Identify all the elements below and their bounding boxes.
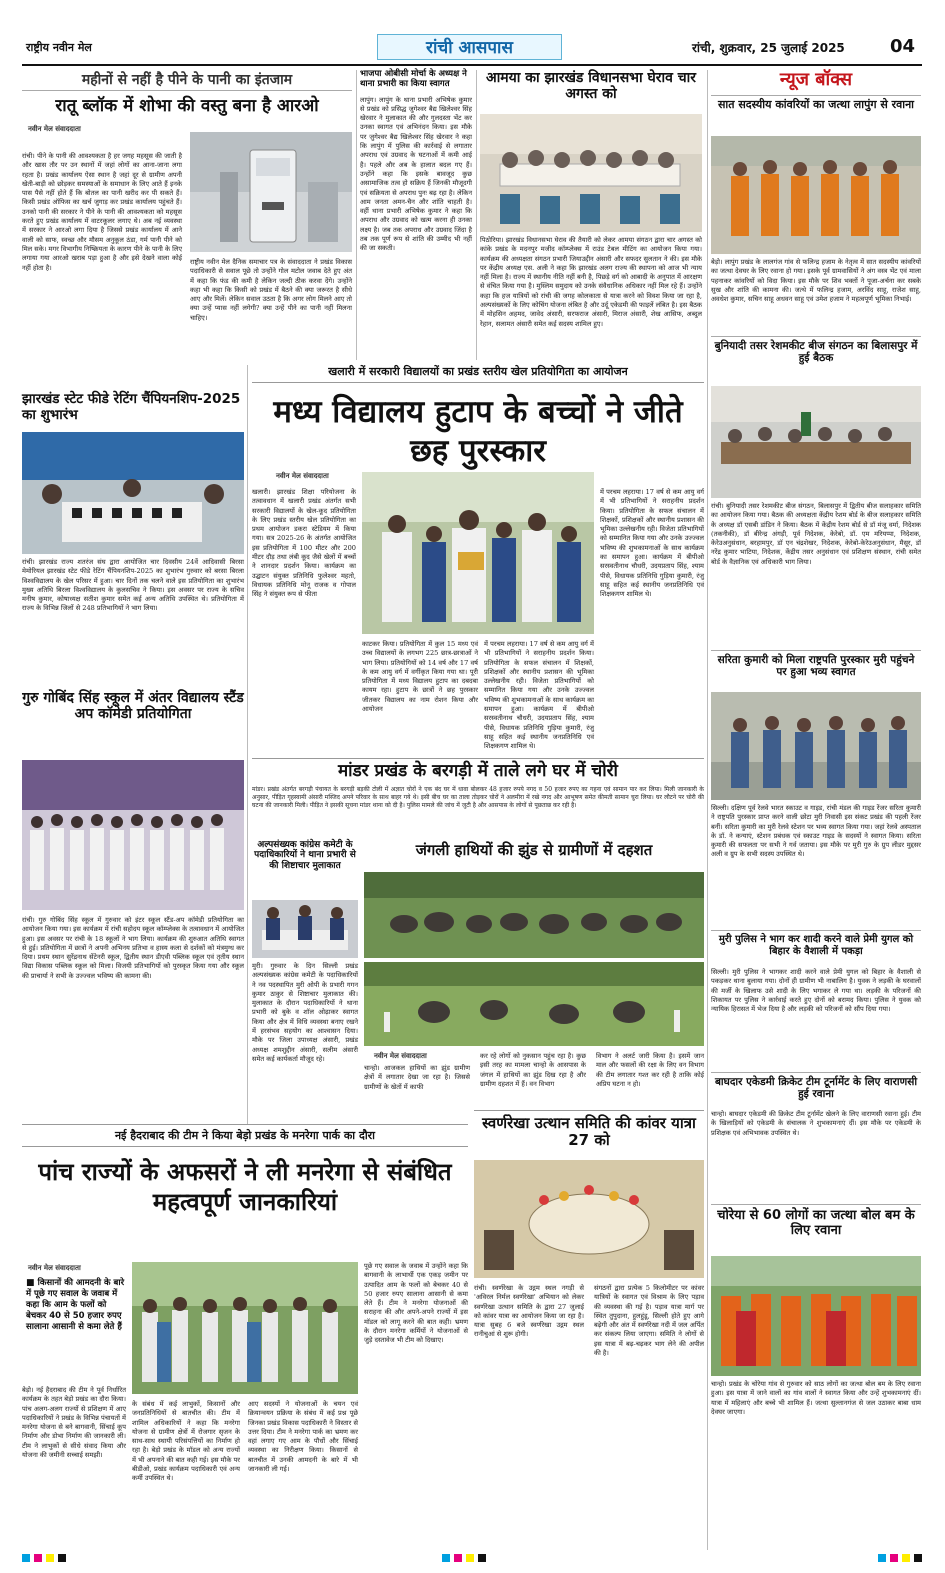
story-headline: अल्पसंख्यक कांग्रेस कमेटी के पदाधिकारियों ने थाना प्रभारी से की शिष्टाचार मुलाकात [254,840,356,871]
byline: नवीन मेल संवाददाता [28,124,81,133]
newsbox [711,70,921,1550]
story-headline: जंगली हाथियों की झुंड से ग्रामीणों में दहशत [415,841,653,859]
news-headline: मुरी पुलिस ने भाग कर शादी करने वाले प्रेमी युगल को बिहार के वैशाली में पकड़ा [711,930,921,957]
story-body: रांची। गुरु गोबिंद सिंह स्कूल में गुरुवार को इंटर स्कूल स्टैंड-अप कॉमेडी प्रतियोगिता का आयोजन किया गया। इस कार्यक्रम में रांची सहोदय स्कूल कॉम्प्लेक्स के तत्वावधान में आयोजित हुआ। इस अवसर पर रांची के 18 स्कूलों ने भाग लिया। कार्यक्रम की शुरुआत अतिथि स्वागत से हुई। प्रतियोगिता में छात्रों ने अपनी अभिनय प्रतिभा व हास्य कला से दर्शकों को मंत्रमुग्ध कर दिया। प्रथम स्थान सुरेंद्रनाथ सेंटेनरी स्कूल, द्वितीय स्थान डीएवी पब्लिक स्कूल एवं तृतीय स्थान विद्या विकास पब्लिक स्कूल को मिला। विजयी प्रतिभागियों को पुरस्कृत किया गया और स्कूल की प्राचार्या ने सभी के उज्ज्वल भविष्य की कामना की। [22,916,244,980]
story-headline: पांच राज्यों के अफसरों ने ली मनरेगा से संबंधित महत्वपूर्ण जानकारियां [38,1158,452,1216]
story-elephants [364,842,704,1132]
lead-story [252,364,704,754]
byline: नवीन मेल संवाददाता [276,472,329,480]
story-theft [252,758,704,836]
news-headline: सात सदस्यीय कांवरियों का जत्था लापुंग से रवाना [711,95,921,112]
highlight-box: ■ किसानों की आमदनी के बारे में पूछे गए सवाल के जवाब में कहा कि आम के फलों को बेचकर 40 से 50 हजार रुपए सालाना आसानी से कमा लेते हैं [26,1278,126,1333]
story-body: आए सदस्यों ने योजनाओं के चयन एवं क्रियान्वयन प्रक्रिया के संबंध में कई प्रश्न पूछे जिनका प्रखंड विकास पदाधिकारी ने विस्तार से उत्तर दिया। टीम ने मनरेगा पार्क का भ्रमण कर वहां लगाए गए आम के पौधों और सिंचाई व्यवस्था का निरीक्षण किया। किसानों से बातचीत में उनकी आमदनी के बारे में भी जानकारी ली गई। [248,1400,358,1474]
news-body: सिल्ली। मुरी पुलिस ने भागकर शादी करने वाले प्रेमी युगल को बिहार के वैशाली से पकड़कर थाना बुलाया गया। दोनों ही ग्रामीण भी नाबालिग है। युवक ने लड़की के घरवालों की मर्जी के खिलाफ उसे शादी के लिए भगाकर ले गया था। लड़की के परिजनों की शिकायत पर पुलिस ने कार्रवाई करते हुए दोनों को बरामद किया। पुलिस ने युवक को न्यायिक हिरासत में भेज दिया है और लड़की को परिजनों को सौंप दिया गया। [711,968,921,1014]
photo-kanwar-yatra [474,1160,704,1278]
page-number: 04 [890,36,916,57]
story-kicker: महीनों से नहीं है पीने के पानी का इंतजाम [22,72,352,91]
story-swarnrekha [474,1110,704,1550]
story-mgnrega [22,1124,468,1550]
section-title: रांची आसपास [426,38,513,58]
news-body: चान्हो। प्रखंड के चोरेया गांव से गुरुवार को साठ लोगों का जत्था बोल बम के लिए रवाना हुआ। इस यात्रा में जाने वालों का गांव वालों ने स्वागत किया और उन्हें शुभकामनाएं दीं। यात्रा में महिलाएं और बच्चे भी शामिल हैं। जत्था सुल्तानगंज से जल उठाकर बाबा धाम देवघर जाएगा। [711,1380,921,1416]
news-headline: बुनियादी तसर रेशमकीट बीज संगठन का बिलासपुर में हुई बैठक [711,336,921,364]
story-headline: स्वर्णरेखा उत्थान समिति की कांवर यात्रा 27 को [474,1110,704,1150]
story-body: विभाग ने अलर्ट जारी किया है। इसमें जान माल और फसलों की रक्षा के लिए वन विभाग की टीम लगातार गश्त कर रही है ताकि कोई अप्रिय घटना न हो। [596,1052,704,1088]
story-body: पिठोरिया। झारखंड विधानसभा घेराव की तैयारी को लेकर आमया संगठन द्वारा चार अगस्त को कांके प्रखंड के मदनपुर मजीद कॉम्प्लेक्स में राउंड टेबल मीटिंग का आयोजन किया गया। कार्यक्रम की अध्यक्षता संगठन प्रभारी जियाउद्दीन अंसारी और सफदर सुलतान ने की। इस मौके पर केंद्रीय अध्यक्ष एस. अली ने कहा कि झारखंड अलग राज्य की स्थापना को आज भी न्याय नहीं मिला है। राज्य में स्थानीय नीति नहीं बनी है, पिछड़े वर्ग को आबादी के अनुपात में आरक्षण से वंचित किया गया है। मुस्लिम समुदाय को उनके संवैधानिक अधिकार नहीं मिल रहे हैं। उन्होंने कहा कि हज यात्रियों को रांची की जगह कोलकाता से यात्रा करने को विवश किया जा रहा है, अल्पसंख्यकों के लिए कोचिंग योजना लंबित है और उर्दू एकेडमी की फाइलें लंबित है। इस बैठक में मोहसिन अहमद, जावेद अंसारी, सरफराज अंसारी, मिराज अंसारी, शेख आसिफ, अब्दुल रेहान, सलामत अंसारी समेत कई सदस्य शामिल हुए। [480,236,702,328]
news-body: रांची। बुनियादी तसर रेशमकीट बीज संगठन, बिलासपुर में द्वितीय बीज सलाहकार समिति का आयोजन किया गया। बैठक की अध्यक्षता केंद्रीय रेशम बोर्ड के बीज सलाहकार समिति के अध्यक्ष डॉ एसबी डांडिन ने किया। बैठक में केंद्रीय रेशम बोर्ड से डॉ मंजू वर्मा, निदेशक (तकनीकी), डॉ बीरेन्द्र अंगड़ी, पूर्व निदेशक, केरेबो, डॉ. एम मरियप्पा, निदेशक, केरेउअनुसंधान, बरहामपुर, डॉ एन चंद्रशेखर, निदेशक, केरेबो-केरेउअनुसंधान, मैसूर, डॉ नरेंद्र कुमार भाटिया, निदेशक, केंद्रीय तसर अनुसंधान एवं प्रशिक्षण संस्थान, रांची समेत बोर्ड के वैज्ञानिक एवं अधिकारी भाग लिया। [711,502,921,566]
lead-headline: मध्य विद्यालय हुटाप के बच्चों ने जीते छह पुरस्कार [273,394,683,469]
photo-school-students [22,760,244,910]
story-body: कर रहे लोगों को नुकसान पहुंच रहा है। कुछ इसी तरह का मामला चान्हो के आसपास के जंगल में हाथियों का झुंड दिख रहा है और ग्रामीण दहशत में हैं। वन विभाग [480,1052,586,1088]
masthead-rule [22,64,922,66]
col-divider [356,70,357,360]
print-color-bar [22,1552,922,1564]
story-bjp-obc [360,70,472,360]
photo-award [711,692,921,800]
news-headline: चोरेया से 60 लोगों का जत्था बोल बम के लिए रवाना [711,1204,921,1239]
news-body: बेड़ो। लापुंग प्रखंड के लालगंज गांव से फलिन्द्र हजाम के नेतृत्व में सात सदस्यीय कांवरियों का जत्था देवघर के लिए रवाना हो गया। इसके पूर्व ग्रामवासियों ने अंग वस्त्र भेंट एवं माला पहनाकर कांवरियों को विदा किया। इस मौके पर शिव भक्तों ने पूजा-अर्चना कर सबके सुख और शांति की कामना की। जत्थे में फलिन्द्र हजाम, अरविंद साहू, राजेश साहू, अवधेश कुमार, सचिन साहू अधवन साहू एवं उमेश हजाम ने महत्वपूर्ण भूमिका निभाई। [711,258,921,304]
lead-body: काटकर किया। प्रतियोगिता में कुल 15 मध्य एवं उच्च विद्यालयों के लगभग 225 छात्र-छात्राओं ने भाग लिया। प्रतियोगियों को 14 वर्ष और 17 वर्ष के कम आयु वर्ग में वर्गीकृत किया गया था। पूरी प्रतियोगिता में मध्य विद्यालय हुटाप का दबदबा कायम रहा। हुटाप के छात्रों ने छह पुरस्कार जीतकर विद्यालय का नाम रोशन किया और आयोजन [362,640,478,714]
col-divider [476,70,477,360]
story-body: लापुंग। लापुंग के थाना प्रभारी अभिषेक कुमार से प्रखंड को प्रसिद्ध जुगेश्वर बैद्य खिलेश्वर सिंह खेरवार ने मुलाकात की और गुलदस्ता भेंट कर उनका स्वागत एवं अभिनंदन किया। इस मौके पर जुगेश्वर बैद्य खिलेश्वर सिंह खेरवार ने कहा कि लापुंग में पुलिस की कार्रवाई से लगातार अपराध एवं उग्रवाद के घटनाओं में कमी आई है। पहले और अब के हालात बदल गए हैं। उन्होंने कहा कि इसके बावजूद कुछ असामाजिक तत्व हो सक्रिय हैं जिनकी मौजूदगी एवं सक्रियता से अपराध पुनः बढ़ रहा है। लेकिन आम जनता अमन-चैन और शांति चाहती है। वहीं थाना प्रभारी अभिषेक कुमार ने कहा कि अपराध और उग्रवाद को खत्म करना ही उनका लक्ष्य है। जब तक अपराध और उग्रवाद जिंदा है तब तक पूर्ण रूप से शांति की उम्मीद भी नहीं की जा सकती। [360,95,472,253]
story-body: पूछे गए सवाल के जवाब में उन्होंने कहा कि बागवानी के लाभार्थी एक एकड़ जमीन पर उत्पादित आम के फलों को बेचकर 40 से 50 हजार रुपए सालाना आसानी से कमा लेते हैं। टीम ने मनरेगा योजनाओं की सराहना की और अपने-अपने राज्यों में इस मॉडल को लागू करने की बात कही। भ्रमण के दौरान मनरेगा कर्मियों ने योजनाओं से जुड़े दस्तावेज भी टीम को दिखाए। [364,1262,468,1345]
col-divider [707,70,708,1550]
story-headline: भाजपा ओबीसी मोर्चा के अध्यक्ष ने थाना प्रभारी का किया स्वागत [360,69,467,89]
story-body: रांची। स्वर्णरेखा के उद्गम स्थल नगड़ी से 'अविरल निर्मल स्वर्णरेखा' अभियान को लेकर स्वर्णरेखा उत्थान समिति के द्वारा 27 जुलाई को कांवर यात्रा का आयोजन किया जा रहा है। यात्रा सुबह 6 बजे स्वर्णरेखा उद्गम स्थल रानीचुआं से शुरू होगी। [474,1284,584,1339]
story-headline: गुरु गोबिंद सिंह स्कूल में अंतर विद्यालय स्टैंड अप कॉमेडी प्रतियोगिता [22,690,244,723]
photo-elephant-herd [364,872,704,958]
photo-bol-bam [711,1256,921,1376]
story-chess [22,392,244,682]
photo-officials-park [132,1262,358,1394]
story-body: संगठनों द्वारा प्रत्येक 5 किलोमीटर पर कांवर यात्रियों के स्वागत एवं विश्राम के लिए पड़ाव की व्यवस्था की गई है। पड़ाव यात्रा मार्ग पर स्थित तुपुदाना, हुलहुंडू, सिल्ली होते हुए आगे बढ़ेगी और अंत में स्वर्णरेखा नदी में जल अर्पित कर संकल्प लिया जाएगा। समिति ने लोगों से इस यात्रा में बढ़-चढ़कर भाग लेने की अपील की है। [594,1284,704,1358]
story-headline: झारखंड स्टेट फीडे रेटिंग चैंपियनशिप-2025 का शुभारंभ [22,391,241,423]
byline: नवीन मेल संवाददाता [28,1264,81,1272]
photo-ro-machine [190,132,352,252]
news-headline: सरिता कुमारी को मिला राष्ट्रपति पुरस्कार मुरी पहुंचने पर हुआ भव्य स्वागत [711,650,921,678]
photo-meeting [480,114,702,232]
story-body: राष्ट्रीय नवीन मेल दैनिक समाचार पत्र के संवाददाता ने प्रखंड विकास पदाधिकारी से सवाल पूछे तो उन्होंने गोल मटोल जवाब देते हुए अंत में कहा कि फंड की कमी है लेकिन जल्दी ठीक करवा देंगे। उन्होंने कहा भी कहा कि किसी को प्रखंड में बैठने की क्या जरूरत है सीधे आए और मिलें। लेकिन सवाल उठता है कि अगर लोग मिलने आए तो क्या उन्हें प्यास नहीं लगेगी? क्या उन्हें पीने का पानी नहीं मिलना चाहिए। [190,258,352,322]
story-minority-congress [252,840,358,1130]
story-body: रांची। झारखंड राज्य शतरंज संघ द्वारा आयोजित चार दिवसीय 24वें आदिवासी बिरसा मेमोरियल झारखंड स्टेट फीडे रेटिंग चैंपियनशिप-2025 का शुभारंभ गुरुवार को बरसा बिरला विश्वविद्यालय के खेल परिसर में हुआ। चार दिनों तक चलने वाले इस प्रतियोगिता का शुभारंभ मुख्य अतिथि बिरला विश्वविद्यालय के कुलसचिव ने किया। इस अवसर पर राज्य के सचिव मनीष कुमार, कोषाध्यक्ष सतीश कुमार समेत कई अन्य अतिथि उपस्थित थे। प्रतियोगिता में राज्य के विभिन्न जिलों से 248 प्रतिभागियों ने भाग लिया। [22,558,244,613]
news-body: सिल्ली। दक्षिण पूर्व रेलवे भारत स्काउट व गाइड, रांची मंडल की गाइड रेंजर सरिता कुमारी ने राष्ट्रपति पुरस्कार प्राप्त करने वाली छोटा मुरी निवासी इस संकट प्रखंड की पहली रेंजर बनीं। सरिता कुमारी का मुरी रेलवे स्टेशन पर भव्य स्वागत किया गया। जहां रेलवे अस्पताल के डॉ. ने कन्याएं, स्टेशन प्रबंधक एवं स्काउट गाइड के सदस्यों ने स्वागत किया। सरिता कुमारी की सफलता पर सभी ने गर्व जताया। इस मौके पर मुरी गुरु के ग्रुप लीडर मुद्दसर अली व ग्रुप के सभी सदस्य उपस्थित थे। [711,804,921,859]
news-headline: बाघदार एकेडमी क्रिकेट टीम टूर्नामेंट के लिए वाराणसी हुई रवाना [711,1072,921,1100]
story-aamya [480,70,702,360]
dateline: रांची, शुक्रवार, 25 जुलाई 2025 [692,41,845,55]
lead-body: में परचम लहराया। 17 वर्ष से कम आयु वर्ग में भी प्रतिभागियों ने सराहनीय प्रदर्शन किया। प्रतियोगिता के सफल संचालन में शिक्षकों, प्रशिक्षकों और स्थानीय प्रशासन की भूमिका उल्लेखनीय रही। विजेता प्रतिभागियों को सम्मानित किया गया और उनके उज्ज्वल भविष्य की शुभकामनाओं के साथ कार्यक्रम का समापन हुआ। कार्यक्रम में बीपीओ सरस्वतीनाथ चौधरी, उदयप्रताप सिंह, श्याम पीसे, विधायक प्रतिनिधि गुड़िया कुमारी, रंजु साहू सहित कई स्थानीय जनप्रतिनिधि एवं शिक्षकगण शामिल थे। [600,488,704,599]
photo-award-ceremony [362,472,594,634]
story-ro-plant [22,72,352,362]
lead-kicker: खलारी में सरकारी विद्यालयों का प्रखंड स्तरीय खेल प्रतियोगिता का आयोजन [252,364,704,383]
story-body: मांडर। प्रखंड अंतर्गत बरगड़ी पंचायत के बरगड़ी बड़की टोली में अज्ञात चोरों ने एक बंद घर में धावा बोलकर 48 हजार रुपये नगद व 50 हजार रुपए का गहना एवं सामान पार कर लिया। मिली जानकारी के अनुसार, पीड़ित गृहस्वामी अंसारी मस्जिद अपने परिवार के साथ बाहर गये थे। इसी बीच घर का ताला तोड़कर चोरों ने अलमीरा में रखे नगद और आभूषण समेत कीमती सामान चुरा लिया। घर लौटने पर चोरी की घटना की जानकारी मिली। पीड़ित ने इसकी सूचना मांडर थाना को दी है। पुलिस मामले की जांच में जुटी है और आसपास के लोगों से पूछताछ कर रही है। [252,785,704,810]
paper-name: राष्ट्रीय नवीन मेल [26,41,92,54]
lead-body: में परचम लहराया। 17 वर्ष से कम आयु वर्ग में भी प्रतिभागियों ने सराहनीय प्रदर्शन किया। प्रतियोगिता के सफल संचालन में शिक्षकों, प्रशिक्षकों और स्थानीय प्रशासन की भूमिका उल्लेखनीय रही। विजेता प्रतिभागियों को सम्मानित किया गया और उनके उज्ज्वल भविष्य की शुभकामनाओं के साथ कार्यक्रम का समापन हुआ। कार्यक्रम में बीपीओ सरस्वतीनाथ चौधरी, उदयप्रताप सिंह, श्याम पीसे, विधायक प्रतिनिधि गुड़िया कुमारी, रंजु साहू सहित कई स्थानीय जनप्रतिनिधि एवं शिक्षकगण शामिल थे। [484,640,594,751]
story-headline: मांडर प्रखंड के बरगड़ी में ताले लगे घर में चोरी [252,758,704,782]
story-comedy [22,690,244,1130]
photo-kanwariya [711,136,921,254]
byline: नवीन मेल संवाददाता [374,1052,427,1060]
story-headline: आमया का झारखंड विधानसभा घेराव चार अगस्त को [485,70,697,103]
story-body: मुरी। गुरुवार के दिन सिल्ली प्रखंड अल्पसंख्यक कांग्रेस कमेटी के पदाधिकारियों ने नव पदस्थापित मुरी ओपी के प्रभारी गगन कुमार ठाकुर से शिष्टाचार मुलाकात की। मुलाकात के दौरान पदाधिकारियों ने थाना प्रभारी को बुके व शॉल ओढ़ाकर स्वागत किया और क्षेत्र में विधि व्यवस्था बनाए रखने में हरसंभव सहयोग का आश्वासन दिया। मौके पर जिला उपाध्यक्ष अंसारी, प्रखंड अध्यक्ष शमशुद्दीन अंसारी, सलीम अंसारी समेत कई कार्यकर्ता मौजूद रहे। [252,962,358,1063]
story-body: के संबंध में कई लाभुकों, किसानों और जनप्रतिनिधियों से बातचीत की। टीम में शामिल अधिकारियों ने कहा कि मनरेगा योजना से ग्रामीण क्षेत्रों में रोजगार सृजन के साथ-साथ स्थायी परिसंपत्तियों का निर्माण हो रहा है। बेड़ो प्रखंड के मॉडल को अन्य राज्यों में भी अपनाने की बात कही गई। इस मौके पर बीडीओ, प्रखंड कार्यक्रम पदाधिकारी एवं अन्य कर्मी उपस्थित थे। [132,1400,240,1483]
photo-elephant-field [364,962,704,1046]
story-body: रांची। पीने के पानी की आवश्यकता है हर जगह महसूस की जाती है और खास तौर पर उन स्थानों में जहां लोगों का आना-जाना लगा रहता है। प्रखंड कार्यालय ऐसा स्थान है जहां दूर से ग्रामीण अपनी खेती-बाड़ी को छोड़कर समस्याओं के समाधान के लिए आते हैं इनके पास पैसे नहीं होते हैं कि बोतल का पानी खरीद कर पी सकते हैं। किसी प्रखंड ऑफिस का खर्च जुगाड़ कर प्रखंड कार्यालय पहुंचते हैं। उनको पानी की सरकार ने पीने के पानी की आवश्यकता को महसूस करते हुए प्रखंड कार्यालय में वाटरकूलर लगाए थे। अब नई व्यवस्था में सरकार ने आरओ लगा दिया है जिससे प्रखंड कार्यालय में आने वाली को साफ, स्वच्छ और मौसम अनुकूल ठंडा, गर्म पानी पीने को मिल सके। मगर विभागीय निष्क्रियता के कारण पीने के पानी के लिए लगाया गया आरओ खराब पड़ा हुआ है और इसे देखने वाला कोई नहीं होता है। [22,152,182,272]
story-body: बेड़ो। नई हैदराबाद की टीम ने पूर्व निर्धारित कार्यक्रम के तहत बेड़ो प्रखंड का दौरा किया। पांच अलग-अलग राज्यों से प्रशिक्षण में आए पदाधिकारियों ने प्रखंड के विभिन्न पंचायतों में मनरेगा योजना से बने बागवानी, सिंचाई कूप निर्माण और डोभा निर्माण की जानकारी ली। टीम ने लाभुकों से सीधे संवाद किया और योजना की जमीनी सच्चाई समझी। [22,1386,126,1460]
photo-chess-inauguration [22,432,244,554]
photo-tasar-meeting [711,386,921,498]
lead-body: खलारी। झारखंड शिक्षा परियोजना के तत्वावधान में खलारी प्रखंड अंतर्गत सभी सरकारी विद्यालयों के खेल-कूद प्रतियोगिता के लिए प्रखंड स्तरीय खेल प्रतियोगिता का प्रथम आयोजन डकरा स्टेडियम में किया गया। सत्र 2025-26 के अंतर्गत आयोजित इस प्रतियोगिता में 100 मीटर और 200 मीटर दौड़ तथा लंबी कूद जैसे खेलों में बच्चों ने शानदार प्रदर्शन किया। कार्यक्रम का उद्घाटन संयुक्त प्रतिनिधि फुलेश्वर महतो, विधायक प्रतिनिधि मोनू राजक व गोपाल सिंह ने संयुक्त रूप से फीता [252,488,356,599]
col-divider [247,365,248,1125]
news-body: चान्हो। बाघदार एकेडमी की क्रिकेट टीम टूर्नामेंट खेलने के लिए वाराणसी रवाना हुई। टीम के खिलाड़ियों को एकेडमी के संचालक ने शुभकामनाएं दीं। इस मौके पर एकेडमी के प्रशिक्षक एवं अभिभावक उपस्थित थे। [711,1110,921,1137]
story-kicker: नई हैदराबाद की टीम ने किया बेड़ो प्रखंड के मनरेगा पार्क का दौरा [22,1124,468,1147]
photo-police-meeting [252,900,358,958]
newsbox-label: न्यूज बॉक्स [779,69,853,90]
masthead [22,34,922,62]
story-headline: रातू ब्लॉक में शोभा की वस्तु बना है आरओ [55,96,319,117]
story-body: चान्हो। आजकल हाथियों का झुंड ग्रामीण क्षेत्रों में लगातार देखा जा रहा है। जिससे ग्रामीणों के खेतों में काफी [364,1064,470,1091]
